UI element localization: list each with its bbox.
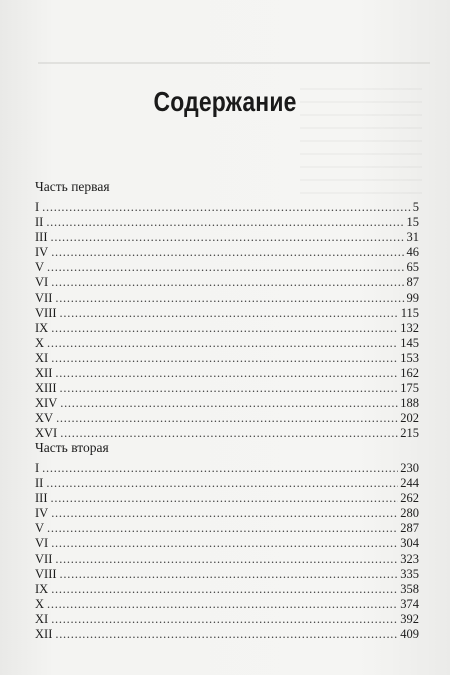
chapter-number: XI bbox=[35, 611, 49, 626]
chapter-number: XIII bbox=[35, 381, 57, 396]
chapter-number: III bbox=[35, 230, 48, 245]
page-number: 15 bbox=[406, 215, 419, 230]
chapter-number: II bbox=[35, 476, 44, 491]
toc-entry bbox=[35, 275, 419, 290]
dot-leader bbox=[55, 366, 398, 381]
dot-leader bbox=[51, 612, 398, 627]
toc-entry bbox=[35, 476, 419, 491]
toc-entry bbox=[35, 491, 419, 506]
chapter-number: XV bbox=[35, 411, 54, 426]
toc-entry bbox=[35, 521, 419, 536]
page-number: 153 bbox=[400, 350, 419, 365]
dot-leader bbox=[47, 260, 404, 275]
chapter-number: XIV bbox=[35, 396, 58, 411]
chapter-number: IX bbox=[35, 581, 49, 596]
page-number: 65 bbox=[406, 260, 419, 275]
page-number: 31 bbox=[406, 230, 419, 245]
page-number: 46 bbox=[406, 245, 419, 260]
toc-entry bbox=[35, 260, 419, 275]
page-number: 162 bbox=[400, 366, 419, 381]
toc-entry bbox=[35, 245, 419, 260]
dot-leader bbox=[42, 461, 398, 476]
dot-leader bbox=[42, 200, 411, 215]
page-number: 392 bbox=[400, 611, 419, 626]
toc-entry bbox=[35, 306, 419, 321]
toc-entry bbox=[35, 536, 419, 551]
toc-entry bbox=[35, 597, 419, 612]
page-title: Содержание bbox=[153, 86, 297, 117]
dot-leader bbox=[51, 582, 398, 597]
page-number: 115 bbox=[400, 305, 419, 320]
page-number: 230 bbox=[400, 461, 419, 475]
toc-entry bbox=[35, 321, 419, 336]
page-number: 335 bbox=[400, 566, 419, 581]
chapter-number: I bbox=[35, 461, 40, 475]
bleed-through-rule bbox=[38, 62, 430, 64]
chapter-number: VII bbox=[35, 290, 53, 305]
toc-part-two bbox=[35, 439, 419, 642]
dot-leader bbox=[60, 306, 399, 321]
dot-leader bbox=[55, 291, 404, 306]
dot-leader bbox=[51, 506, 398, 521]
dot-leader bbox=[55, 627, 398, 642]
dot-leader bbox=[60, 567, 399, 582]
part-heading: Часть вторая bbox=[35, 440, 109, 455]
toc-entry bbox=[35, 336, 419, 351]
page-number: 132 bbox=[400, 320, 419, 335]
toc-entry bbox=[35, 582, 419, 597]
toc-entry bbox=[35, 351, 419, 366]
chapter-number: V bbox=[35, 521, 45, 536]
dot-leader bbox=[46, 476, 398, 491]
chapter-number: IX bbox=[35, 320, 49, 335]
toc-entry bbox=[35, 567, 419, 582]
chapter-number: X bbox=[35, 596, 45, 611]
toc-entry bbox=[35, 461, 419, 476]
chapter-number: XI bbox=[35, 350, 49, 365]
dot-leader bbox=[51, 245, 404, 260]
page-number: 215 bbox=[400, 426, 419, 441]
page-number: 188 bbox=[400, 396, 419, 411]
dot-leader bbox=[46, 215, 404, 230]
chapter-number: V bbox=[35, 260, 45, 275]
toc-entry bbox=[35, 411, 419, 426]
page-number: 280 bbox=[400, 506, 419, 521]
page-number: 145 bbox=[400, 335, 419, 350]
page-number: 287 bbox=[400, 521, 419, 536]
chapter-number: VI bbox=[35, 536, 49, 551]
toc-entry bbox=[35, 291, 419, 306]
toc-entry bbox=[35, 552, 419, 567]
dot-leader bbox=[60, 381, 399, 396]
page-number: 244 bbox=[400, 476, 419, 491]
page-number: 99 bbox=[406, 290, 419, 305]
toc-entry bbox=[35, 381, 419, 396]
chapter-number: X bbox=[35, 335, 45, 350]
chapter-number: IV bbox=[35, 245, 49, 260]
dot-leader bbox=[47, 521, 398, 536]
part-heading: Часть первая bbox=[35, 179, 110, 194]
chapter-number: XVI bbox=[35, 426, 58, 441]
page-number: 5 bbox=[412, 200, 419, 214]
toc-entry bbox=[35, 627, 419, 642]
toc-entry bbox=[35, 396, 419, 411]
toc-entry bbox=[35, 366, 419, 381]
page-number: 409 bbox=[400, 627, 419, 642]
toc-part-one bbox=[35, 178, 419, 442]
toc-entry bbox=[35, 200, 419, 215]
dot-leader bbox=[51, 230, 405, 245]
dot-leader bbox=[47, 597, 398, 612]
chapter-number: I bbox=[35, 200, 40, 214]
page-number: 358 bbox=[400, 581, 419, 596]
dot-leader bbox=[51, 321, 398, 336]
dot-leader bbox=[51, 536, 398, 551]
toc-entry bbox=[35, 230, 419, 245]
dot-leader bbox=[51, 351, 398, 366]
chapter-number: VI bbox=[35, 275, 49, 290]
chapter-number: XII bbox=[35, 366, 53, 381]
page-number: 262 bbox=[400, 491, 419, 506]
page-number: 87 bbox=[406, 275, 419, 290]
page-number: 304 bbox=[400, 536, 419, 551]
page-number: 323 bbox=[400, 551, 419, 566]
toc-entry bbox=[35, 506, 419, 521]
dot-leader bbox=[47, 336, 398, 351]
page-number: 374 bbox=[400, 596, 419, 611]
page-number: 175 bbox=[400, 381, 419, 396]
chapter-number: VIII bbox=[35, 566, 57, 581]
chapter-number: III bbox=[35, 491, 48, 506]
dot-leader bbox=[56, 411, 398, 426]
chapter-number: VIII bbox=[35, 305, 57, 320]
toc-entry bbox=[35, 612, 419, 627]
chapter-number: IV bbox=[35, 506, 49, 521]
dot-leader bbox=[51, 491, 399, 506]
page-number: 202 bbox=[400, 411, 419, 426]
chapter-number: VII bbox=[35, 551, 53, 566]
dot-leader bbox=[51, 275, 404, 290]
dot-leader bbox=[60, 396, 398, 411]
toc-entry bbox=[35, 215, 419, 230]
chapter-number: XII bbox=[35, 627, 53, 642]
dot-leader bbox=[55, 552, 398, 567]
chapter-number: II bbox=[35, 215, 44, 230]
